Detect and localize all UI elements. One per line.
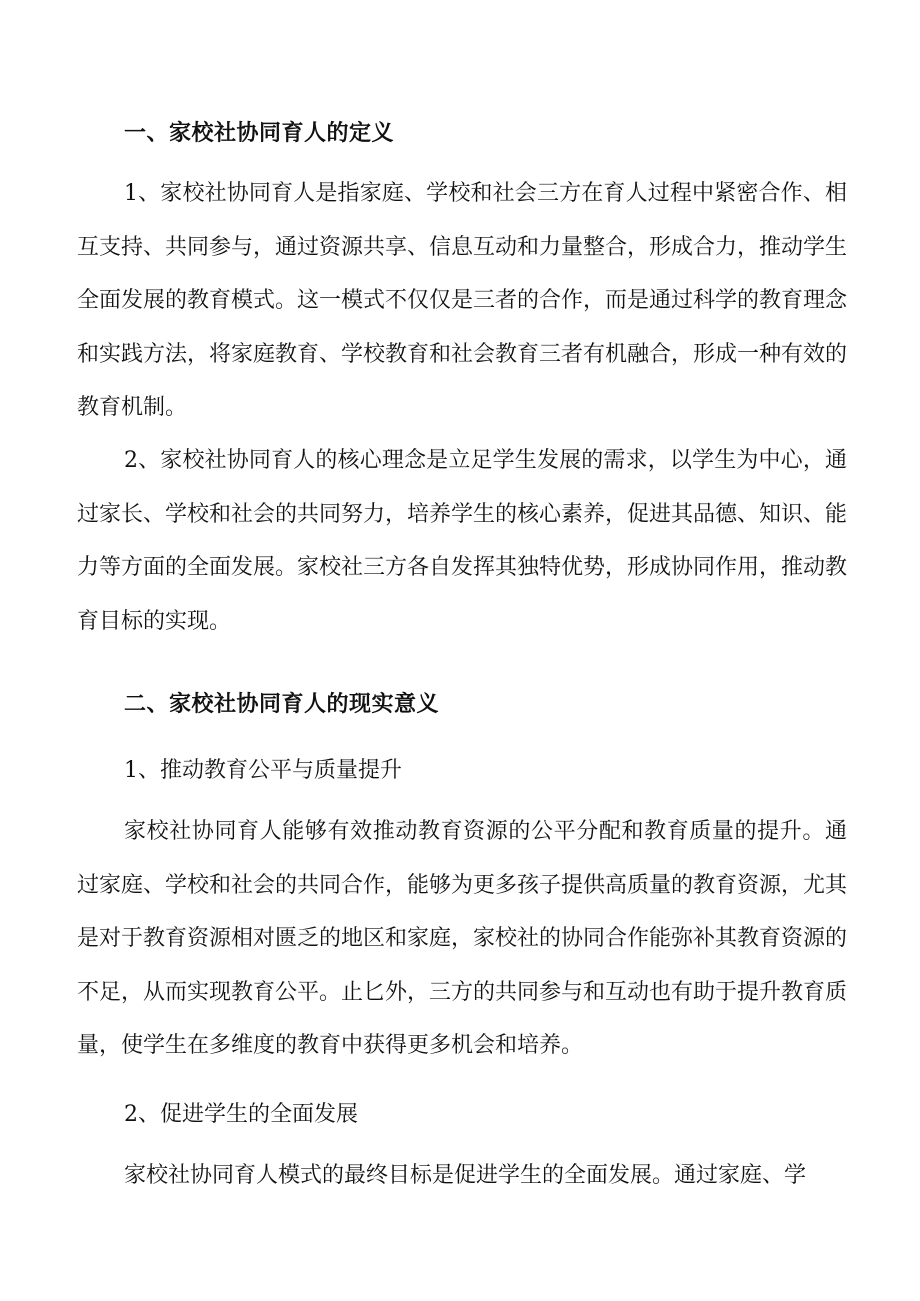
section2-subsection2-text: 家校社协同育人模式的最终目标是促进学生的全面发展。通过家庭、学 <box>124 1163 807 1188</box>
section1-paragraph-1: 1、家校社协同育人是指家庭、学校和社会三方在育人过程中紧密合作、相互支持、共同参与，通过资源共享、信息互动和力量整合，形成合力，推动学生全面发展的教育模式。这一模式不仅仅是三者的合作，而是通过科学的教育理念和实践方法，将家庭教育、学校教育和社会教育三者有机融合，形成一种有效的教育机制。 <box>77 181 848 420</box>
section2-subsection1-text: 家校社协同育人能够有效推动教育资源的公平分配和教育质量的提升。通过家庭、学校和社会的共同合作，能够为更多孩子提供高质量的教育资源，尤其是对于教育资源相对匮乏的地区和家庭，家校社的协同合作能弥补其教育资源的不足，从而实现教育公平。止匕外，三方的共同参与和互动也有助于提升教育质量，使学生在多维度的教育中获得更多机会和培养。 <box>77 819 848 1058</box>
section2-subsection2-title: 2、促进学生的全面发展 <box>124 1102 358 1127</box>
section2-heading: 二、家校社协同育人的现实意义 <box>124 691 440 717</box>
section2-subsection1-title: 1、推动教育公平与质量提升 <box>124 758 402 783</box>
section1-paragraph-2: 2、家校社协同育人的核心理念是立足学生发展的需求，以学生为中心，通过家长、学校和社会的共同努力，培养学生的核心素养，促进其品德、知识、能力等方面的全面发展。家校社三方各自发挥其独特优势，形成协同作用，推动教育目标的实现。 <box>77 448 848 634</box>
section1-heading: 一、家校社协同育人的定义 <box>124 120 395 146</box>
